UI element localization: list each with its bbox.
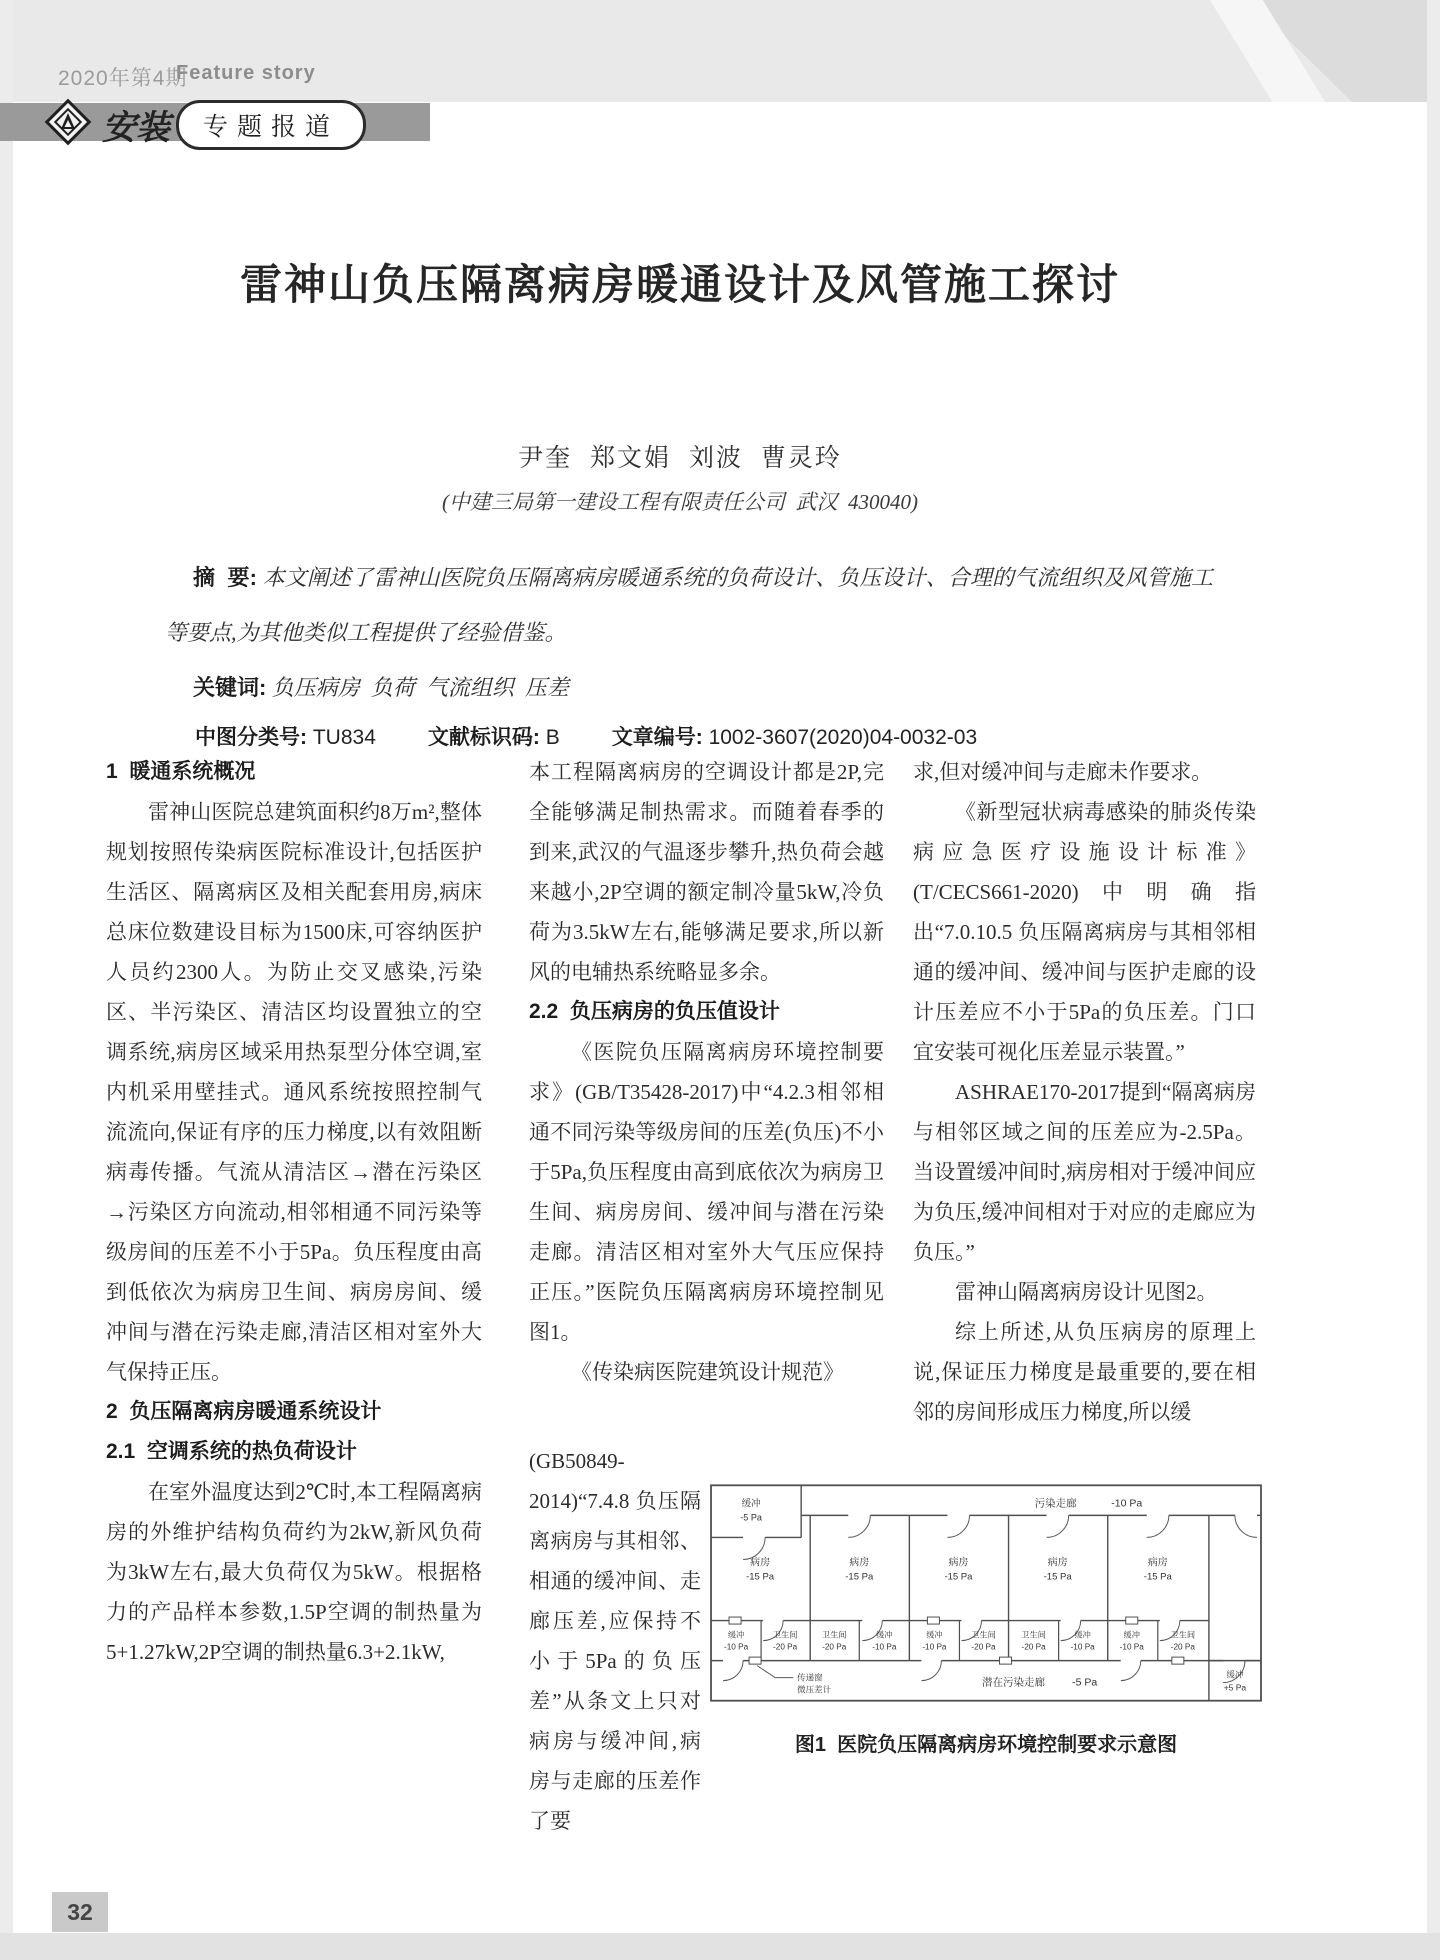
buffer-exit-label: 缓冲 — [1226, 1669, 1244, 1680]
doc-code-label: 文献标识码: — [427, 726, 540, 749]
bottom-corridor-pressure: -5 Pa — [1072, 1676, 1098, 1689]
affiliation-line: (中建三局第一建设工程有限责任公司 武汉 430040) — [442, 490, 918, 514]
clc-label: 中图分类号: — [195, 726, 307, 749]
column-badge: 专题报道 — [176, 100, 366, 150]
buffer-pressure: -10 Pa — [1070, 1642, 1095, 1652]
doc-code-value: B — [545, 726, 560, 749]
article-title: 雷神山负压隔离病房暖通设计及风管施工探讨 — [239, 261, 1120, 308]
abstract-paragraph — [165, 550, 1213, 660]
section-2-1-paragraph-col2: 本工程隔离病房的空调设计都是2P,完全能够满足制热需求。而随着春季的到来,武汉的气温逐步攀升,热负荷会越来越小,2P空调的额定制冷量5kW,冷负荷为3.5kW左右,能够满足要求,所以新风的电辅热系统略显多余。 — [529, 760, 884, 984]
buffer-label: 缓冲 — [1123, 1630, 1140, 1640]
column-3-paragraph-4: 雷神山隔离病房设计见图2。 — [955, 1280, 1218, 1304]
ward-pressure: -15 Pa — [1143, 1571, 1172, 1583]
article-no-value: 1002-3607(2020)04-0032-03 — [708, 726, 978, 749]
left-scan-edge — [0, 0, 13, 1960]
toilet-pressure: -20 Pa — [1170, 1642, 1195, 1652]
pass-window-annotation: 传递窗 — [797, 1672, 823, 1683]
ward-pressure: -15 Pa — [746, 1571, 775, 1583]
buffer-pressure: -10 Pa — [1119, 1642, 1144, 1652]
section-1-paragraph: 雷神山医院总建筑面积约8万m²,整体规划按照传染病医院标准设计,包括医护生活区、隔离病区及相关配套用房,病床总床位数建设目标为1500床,可容纳医护人员约2300人。为防止交叉感染,污染区、半污染区、清洁区均设置独立的空调系统,病房区域采用热泵型分体空调,室内机采用壁挂式。通风系统按照控制气流流向,保证有序的压力梯度,以有效阻断病毒传播。气流从清洁区→潜在污染区→污染区方向流动,相邻相通不同污染等级房间的压差不小于5Pa。负压程度由高到低依次为病房卫生间、病房房间、缓冲间与潜在污染走廊,清洁区相对室外大气保持正压。 — [106, 800, 482, 1384]
toilet-label: 卫生间 — [1021, 1630, 1046, 1640]
gauge-annotation: 微压差计 — [797, 1684, 832, 1695]
toilet-label: 卫生间 — [1170, 1630, 1196, 1640]
buffer-label: 缓冲 — [1074, 1630, 1091, 1640]
ward-pressure: -15 Pa — [1043, 1571, 1072, 1583]
column-3-paragraph-2: 《新型冠状病毒感染的肺炎传染病应急医疗设施设计标准》(T/CECS661-2020)中明确指出“7.0.10.5 负压隔离病房与其相邻相通的缓冲间、缓冲间与医护走廊的设计压差应不小于5Pa的负压差。门口宜安装可视化压差显示装置。” — [913, 800, 1256, 1064]
figure-1-caption: 图1 医院负压隔离病房环境控制要求示意图 — [794, 1734, 1178, 1756]
ward-label: 病房 — [948, 1557, 969, 1569]
ward-label: 病房 — [1147, 1557, 1168, 1569]
section-2-1-heading: 2.1 空调系统的热负荷设计 — [106, 1440, 357, 1463]
buffer-label: 缓冲 — [876, 1630, 893, 1640]
section-2-2-paragraph-2-lead: 《传染病医院建筑设计规范》 — [571, 1360, 844, 1384]
toilet-pressure: -20 Pa — [971, 1642, 996, 1652]
body-column-1 — [106, 752, 482, 1672]
ward-label: 病房 — [750, 1557, 771, 1569]
toilet-label: 卫生间 — [772, 1630, 798, 1640]
buffer-exit-pressure: +5 Pa — [1223, 1682, 1247, 1693]
buffer-label: 缓冲 — [926, 1630, 943, 1640]
buffer-entry-label: 缓冲 — [741, 1498, 761, 1510]
section-2-2-paragraph-2-continue: (GB50849-2014)“7.4.8 负压隔离病房与其相邻、相通的缓冲间、走廊压差,应保持不小于5Pa的负压差”从条文上只对病房与缓冲间,病房与走廊的压差作了要 — [529, 1449, 701, 1833]
figure-1-floor-plan — [703, 1474, 1269, 1712]
keywords-text: 负压病房 负荷 气流组织 压差 — [271, 675, 569, 700]
page-number: 32 — [52, 1892, 108, 1932]
ward-label: 病房 — [849, 1557, 870, 1569]
feature-story-label: Feature story — [176, 62, 316, 84]
section-2-2-heading: 2.2 负压病房的负压值设计 — [529, 1000, 780, 1023]
section-2-2-paragraph-1: 《医院负压隔离病房环境控制要求》(GB/T35428-2017)中“4.2.3相邻相通不同污染等级房间的压差(负压)不小于5Pa,负压程度由高到底依次为病房卫生间、病房房间、缓冲间与潜在污染走廊。清洁区相对室外大气压应保持正压。”医院负压隔离病房环境控制见图1。 — [529, 1040, 884, 1344]
bottom-gray-band — [0, 1933, 1440, 1960]
top-corridor-pressure: -10 Pa — [1111, 1497, 1143, 1510]
clc-value: TU834 — [312, 726, 376, 749]
keywords-label: 关键词: — [193, 675, 267, 700]
buffer-pressure: -10 Pa — [872, 1642, 897, 1652]
buffer-entry-pressure: -5 Pa — [740, 1512, 762, 1523]
ward-label: 病房 — [1047, 1557, 1068, 1569]
abstract-label: 摘 要: — [193, 565, 257, 590]
body-column-3 — [913, 752, 1256, 1432]
floor-plan-walls — [711, 1485, 1261, 1700]
ward-pressure: -15 Pa — [845, 1571, 874, 1583]
buffer-pressure: -10 Pa — [723, 1642, 749, 1652]
bottom-corridor-label: 潜在污染走廊 — [982, 1676, 1046, 1689]
buffer-label: 缓冲 — [727, 1630, 745, 1640]
issue-label: 2020年第4期 — [58, 67, 188, 90]
keywords-line — [165, 660, 1213, 715]
right-scan-edge — [1427, 0, 1440, 1960]
body-column-2-narrow — [529, 1441, 701, 1841]
section-2-heading: 2 负压隔离病房暖通系统设计 — [106, 1400, 382, 1423]
body-column-2 — [529, 752, 884, 1392]
toilet-pressure: -20 Pa — [822, 1642, 847, 1652]
abstract-block — [165, 550, 1213, 761]
toilet-label: 卫生间 — [971, 1630, 996, 1640]
column-3-paragraph-3: ASHRAE170-2017提到“隔离病房与相邻区域之间的压差应为-2.5Pa。当设置缓冲间时,病房相对于缓冲间应为负压,缓冲间相对于对应的走廊应为负压。” — [913, 1080, 1256, 1264]
toilet-pressure: -20 Pa — [773, 1642, 798, 1652]
article-no-label: 文章编号: — [611, 726, 703, 749]
annotation-leader-line — [757, 1666, 793, 1678]
section-1-heading: 1 暖通系统概况 — [106, 760, 256, 783]
abstract-text: 本文阐述了雷神山医院负压隔离病房暖通系统的负荷设计、负压设计、合理的气流组织及风管施工等要点,为其他类似工程提供了经验借鉴。 — [165, 565, 1213, 645]
journal-logo-icon — [44, 98, 92, 146]
authors-line: 尹奎 郑文娟 刘波 曹灵玲 — [518, 444, 842, 472]
top-corridor-label: 污染走廊 — [1034, 1497, 1077, 1510]
ward-pressure: -15 Pa — [944, 1571, 973, 1583]
toilet-label: 卫生间 — [821, 1630, 847, 1640]
column-3-paragraph-1: 求,但对缓冲间与走廊未作要求。 — [913, 760, 1213, 784]
toilet-pressure: -20 Pa — [1021, 1642, 1046, 1652]
column-3-paragraph-5: 综上所述,从负压病房的原理上说,保证压力梯度是最重要的,要在相邻的房间形成压力梯度,所以缓 — [913, 1320, 1256, 1424]
journal-brand-calligraphy: 安装 — [102, 110, 170, 147]
section-2-1-paragraph-col1: 在室外温度达到2℃时,本工程隔离病房的外维护结构负荷约为2kW,新风负荷为3kW左右,最大负荷仅为5kW。根据格力的产品样本参数,1.5P空调的制热量为5+1.27kW,2P空调的制热量6.3+2.1kW, — [106, 1480, 482, 1664]
pass-window-markers — [729, 1617, 1184, 1664]
buffer-pressure: -10 Pa — [922, 1642, 947, 1652]
